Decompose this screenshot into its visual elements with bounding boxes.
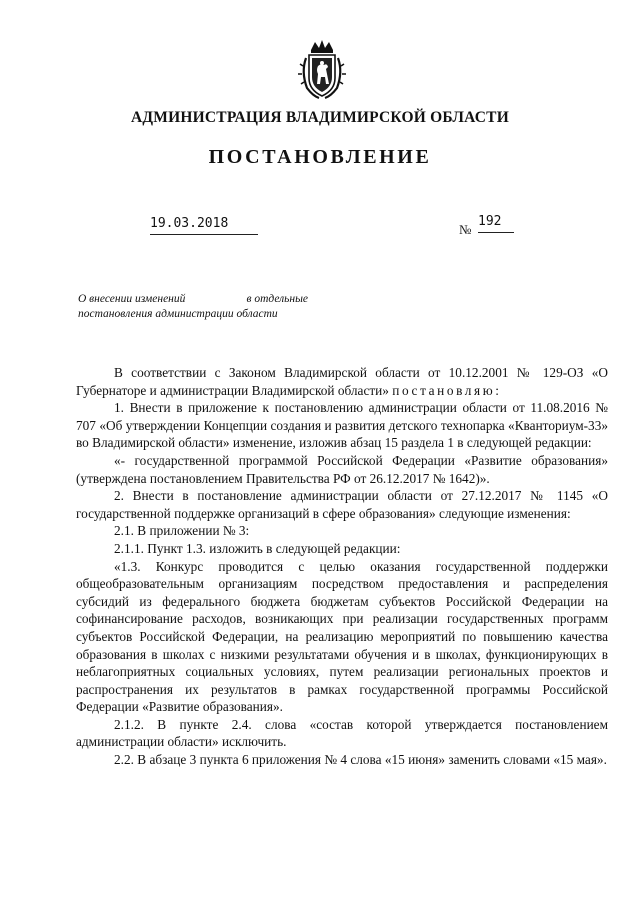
number-sign: № xyxy=(459,222,472,237)
paragraph-2: 2. Внести в постановление администрации области от 27.12.2017 № 1145 «О государственной поддержке организаций в сфере образования» следующие изменения: xyxy=(76,488,608,521)
organization-name: АДМИНИСТРАЦИЯ ВЛАДИМИРСКОЙ ОБЛАСТИ xyxy=(131,109,509,126)
document-subject xyxy=(78,292,308,322)
paragraph-1: 1. Внести в приложение к постановлению администрации области от 11.08.2016 № 707 «Об утверждении Концепции создания и развития детского технопарка «Кванториум-33» во Владимирской области» изменение, изложив абзац 15 раздела 1 в следующей редакции: xyxy=(76,400,608,451)
preamble-text: В соответствии с Законом Владимирской области от 10.12.2001 № 129-ОЗ «О Губернаторе и администрации Владимирской области» xyxy=(76,365,608,398)
decree-word: постановляю: xyxy=(392,382,502,398)
document-body xyxy=(76,364,608,769)
paragraph-2-2: 2.2. В абзаце 3 пункта 6 приложения № 4 слова «15 июня» заменить словами «15 мая». xyxy=(114,752,607,768)
subject-line-1a: О внесении изменений xyxy=(78,293,186,305)
subject-line-2: постановления администрации области xyxy=(78,308,278,320)
paragraph-1-quote: «- государственной программой Российской Федерации «Развитие образования» (утверждена постановлением Правительства РФ от 26.12.2017 № 1642)». xyxy=(76,452,608,486)
coat-of-arms-icon xyxy=(297,38,347,100)
document-number: 192 xyxy=(478,214,514,233)
paragraph-2-1-2: 2.1.2. В пункте 2.4. слова «состав которой утверждается постановлением администрации области» исключить. xyxy=(76,716,608,750)
paragraph-2-1: 2.1. В приложении № 3: xyxy=(114,523,250,539)
document-type: ПОСТАНОВЛЕНИЕ xyxy=(208,146,432,168)
paragraph-1-3-text: «1.3. Конкурс проводится с целью оказания государственной поддержки общеобразовательным организациям посредством предоставления и распределения субсидий из федерального бюджета бюджетам субъектов Российской Федерации на софинансирование расходов, возникающих при реализации государственных программ субъектов Российской Федерации, на реализацию мероприятий по повышению качества образования в школах с низкими результатами обучения и в школах, функционирующих в неблагоприятных социальных условиях, путем реализации региональных проектов и распространения их результатов в рамках государственной программы Российской Федерации «Развитие образования». xyxy=(76,558,608,715)
document-date: 19.03.2018 xyxy=(150,216,258,235)
subject-line-1b: в отдельные xyxy=(246,293,308,305)
paragraph-2-1-1: 2.1.1. Пункт 1.3. изложить в следующей редакции: xyxy=(114,540,401,556)
preamble-paragraph xyxy=(76,364,608,399)
